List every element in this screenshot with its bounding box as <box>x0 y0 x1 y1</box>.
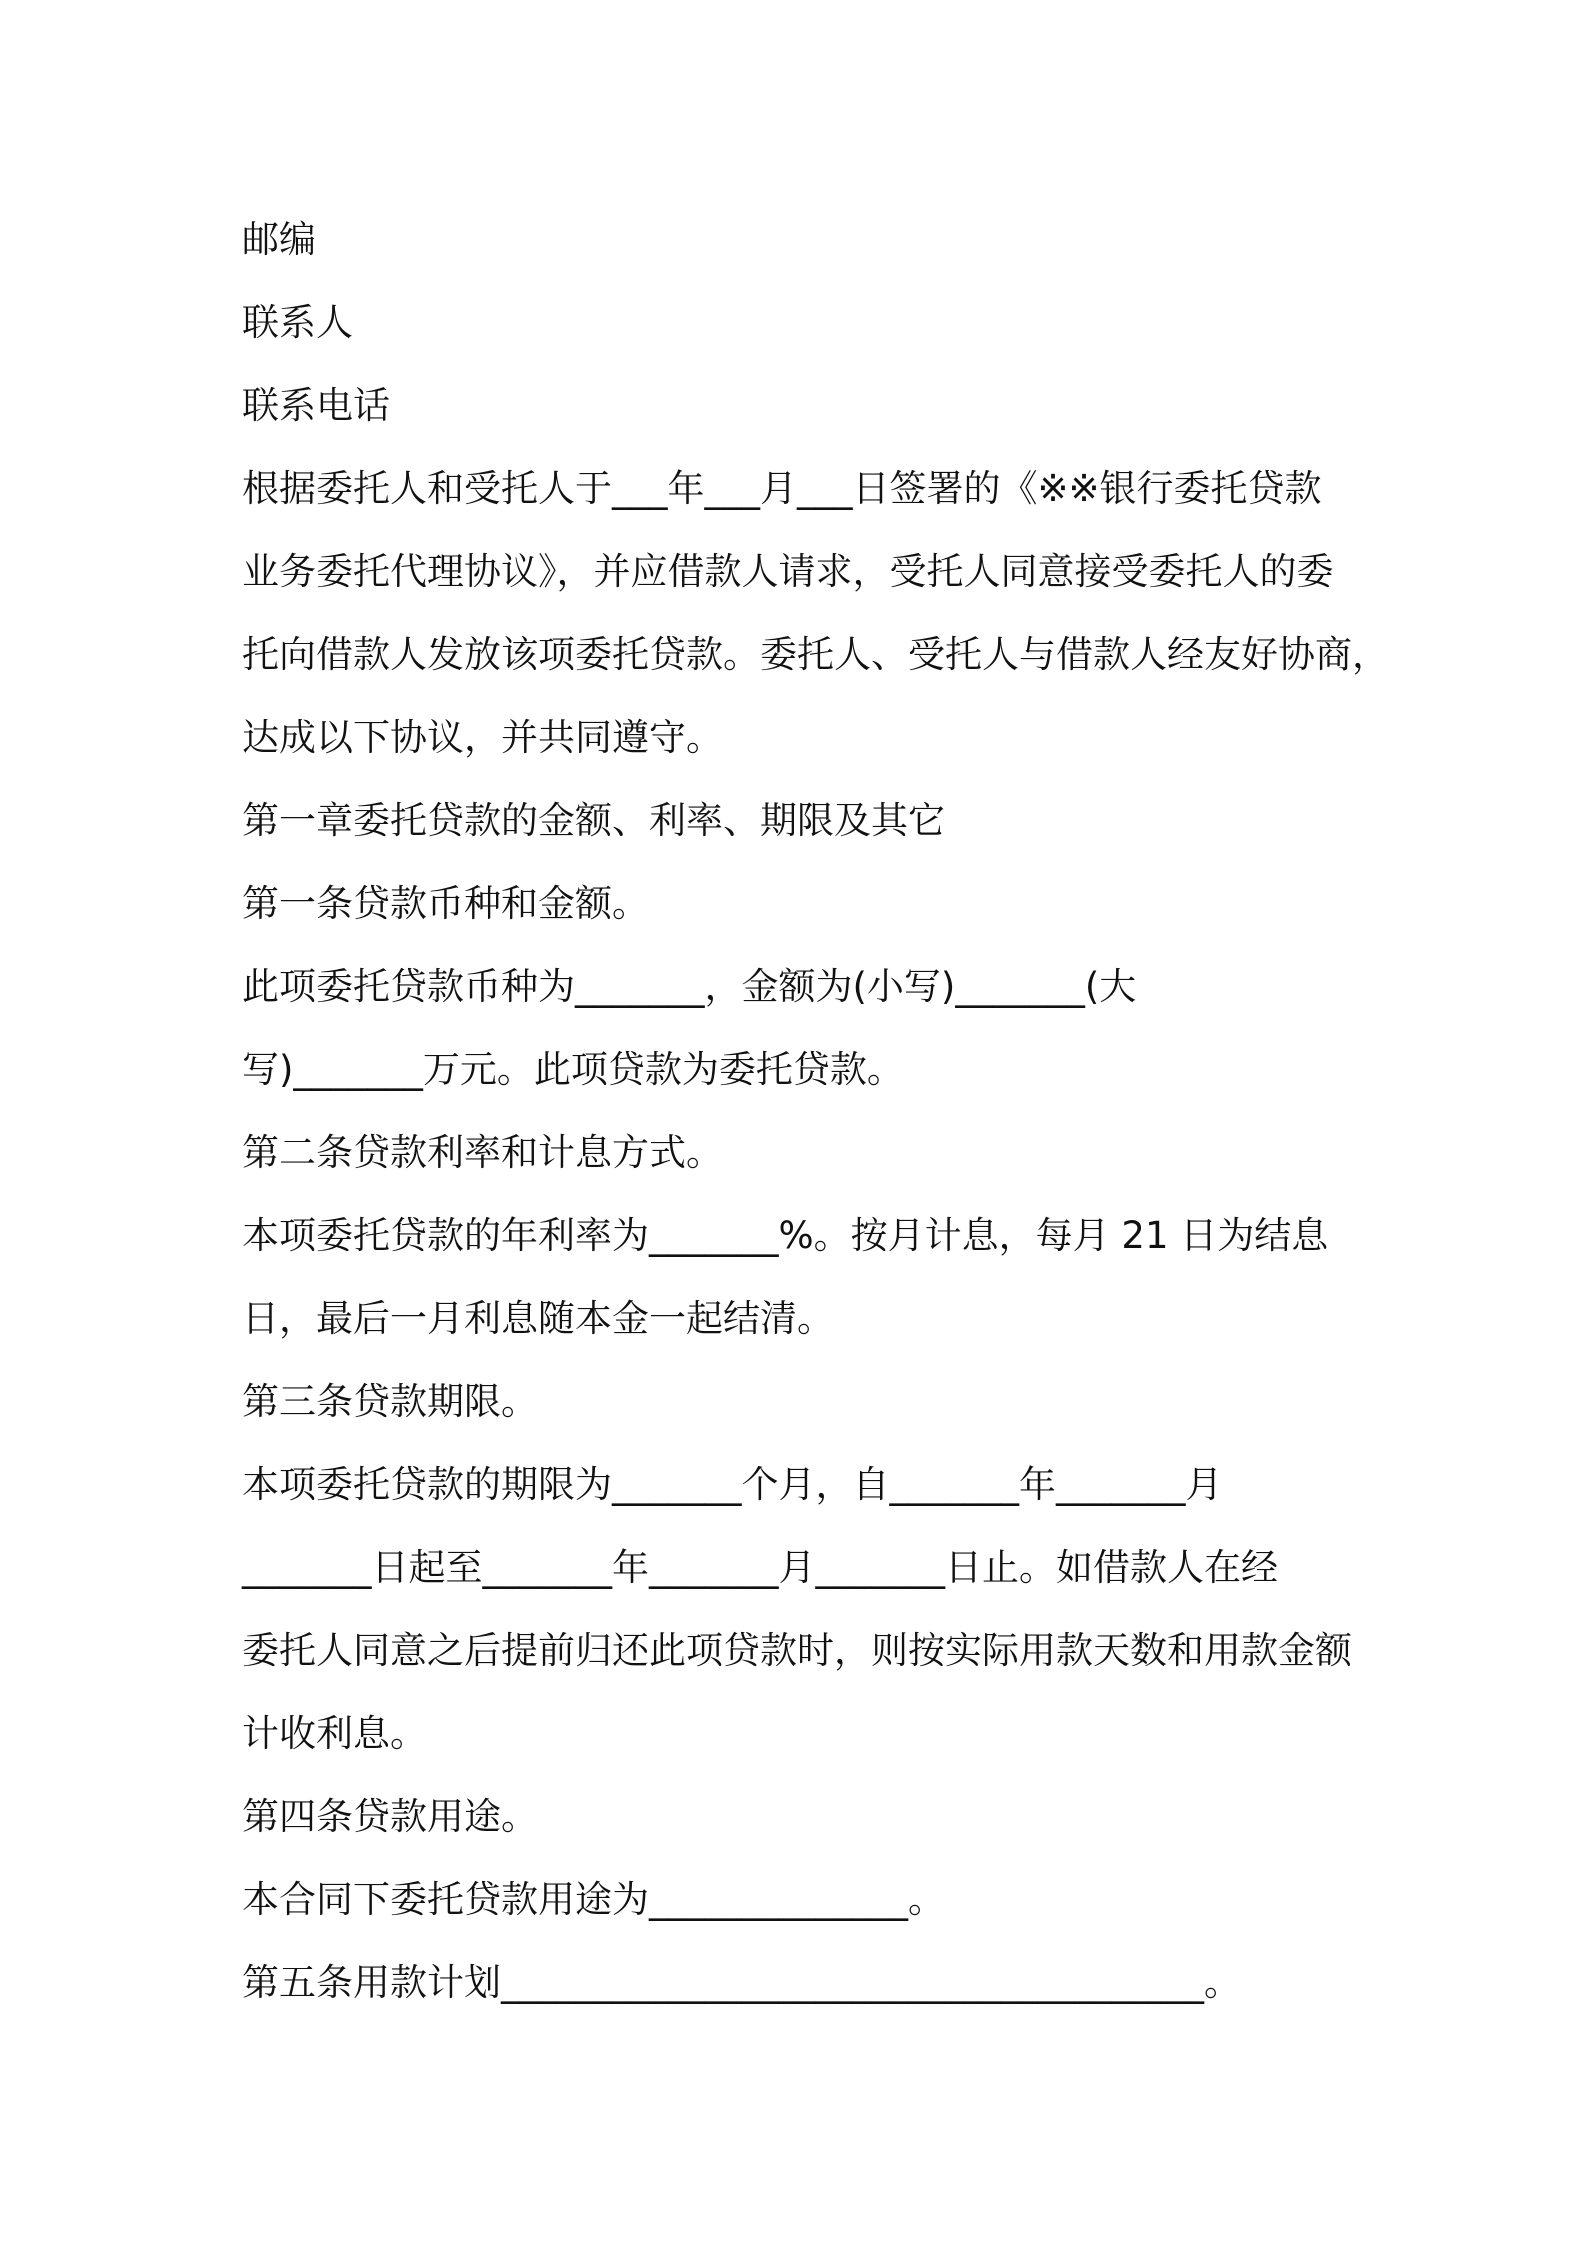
article-text: _______日起至_______年_______月_______日止。如借款人在经 <box>242 1546 1278 1589</box>
article-text: 计收利息。 <box>242 1712 427 1755</box>
article-heading: 第三条贷款期限。 <box>242 1380 538 1423</box>
article-text: 委托人同意之后提前归还此项贷款时，则按实际用款天数和用款金额 <box>242 1629 1352 1672</box>
preamble-line: 根据委托人和受托人于___年___月___日签署的《※※银行委托贷款 <box>242 467 1322 510</box>
article-heading: 第四条贷款用途。 <box>242 1795 538 1838</box>
contact-phone-label: 联系电话 <box>242 384 390 427</box>
article-heading: 第二条贷款利率和计息方式。 <box>242 1131 723 1174</box>
preamble-line: 达成以下协议，并共同遵守。 <box>242 716 723 759</box>
postal-code-label: 邮编 <box>242 218 316 261</box>
article-text: 本合同下委托贷款用途为______________。 <box>242 1878 945 1921</box>
article-text: 写)_______万元。此项贷款为委托贷款。 <box>242 1048 904 1091</box>
article-heading: 第五条用款计划______________________________________。 <box>242 1961 1241 2004</box>
chapter-heading: 第一章委托贷款的金额、利率、期限及其它 <box>242 799 945 842</box>
article-text: 日，最后一月利息随本金一起结清。 <box>242 1297 834 1340</box>
article-text: 此项委托贷款币种为_______，金额为(小写)_______(大 <box>242 965 1137 1008</box>
article-heading: 第一条贷款币种和金额。 <box>242 882 649 925</box>
document-body <box>242 198 1389 2024</box>
article-text: 本项委托贷款的期限为_______个月，自_______年_______月 <box>242 1463 1223 1506</box>
contact-person-label: 联系人 <box>242 301 353 344</box>
preamble-line: 托向借款人发放该项委托贷款。委托人、受托人与借款人经友好协商， <box>242 633 1389 676</box>
article-text: 本项委托贷款的年利率为_______%。按月计息，每月 21 日为结息 <box>242 1214 1329 1257</box>
preamble-line: 业务委托代理协议》，并应借款人请求，受托人同意接受委托人的委 <box>242 550 1334 593</box>
